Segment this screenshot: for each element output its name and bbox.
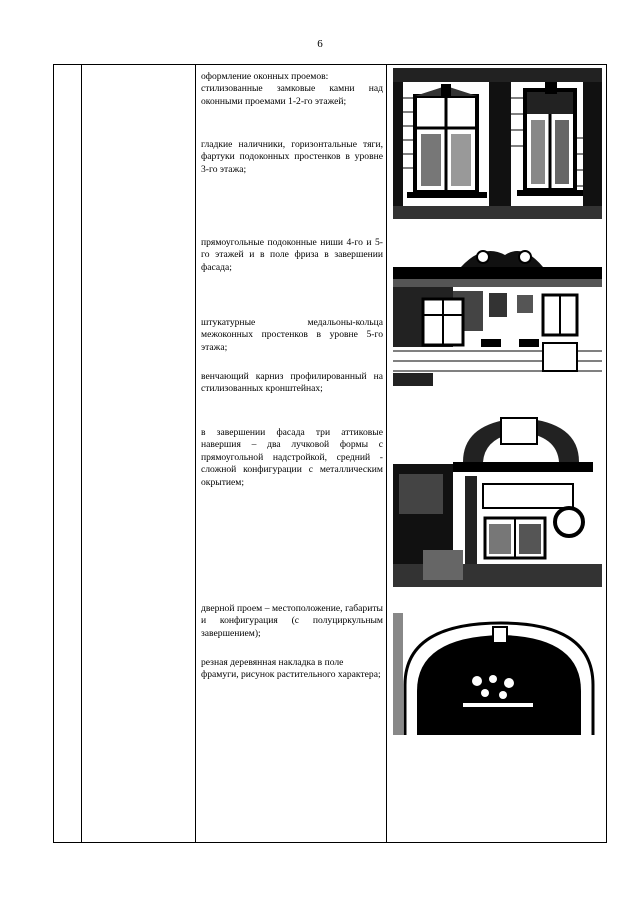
photo-frieze [393,243,602,386]
feature-carving: резная деревянная накладка в поле фрамуги, рисунок растительного характера; [201,657,381,681]
table-column-divider [81,65,82,842]
windows-photo-image [393,68,602,219]
door-photo-image [393,613,602,735]
frieze-photo-image [393,243,602,386]
photo-windows [393,68,602,219]
page-number: 6 [317,38,323,50]
feature-windows: оформление оконных проемов: стилизованные замковые камни над оконными проемами 1-2-го этажей; [201,71,383,107]
table-column-divider [386,65,387,842]
photo-attic [393,414,602,587]
attic-photo-image [393,414,602,587]
photo-doorway [393,613,602,735]
feature-attics: в завершении фасада три аттиковые навершия – два лучковой формы с прямоугольной надстройкой, средний - сложной конфигурации с металлическим окрытием; [201,427,383,488]
feature-cornice: венчающий карниз профилированный на стилизованных кронштейнах; [201,371,383,395]
feature-doorway: дверной проем – местоположение, габариты и конфигурация (с полуциркульным завершением); [201,603,383,639]
table-column-divider [195,65,196,842]
feature-medallions: штукатурные медальоны-кольца межоконных простенков в уровне 5-го этажа; [201,317,383,353]
feature-niches: прямоугольные подоконные ниши 4-го и 5-го этажей и в поле фриза в завершении фасада; [201,237,383,273]
feature-casings: гладкие наличники, горизонтальные тяги, фартуки подоконных простенков в уровне 3-го этажа; [201,139,383,175]
document-table [53,64,607,843]
